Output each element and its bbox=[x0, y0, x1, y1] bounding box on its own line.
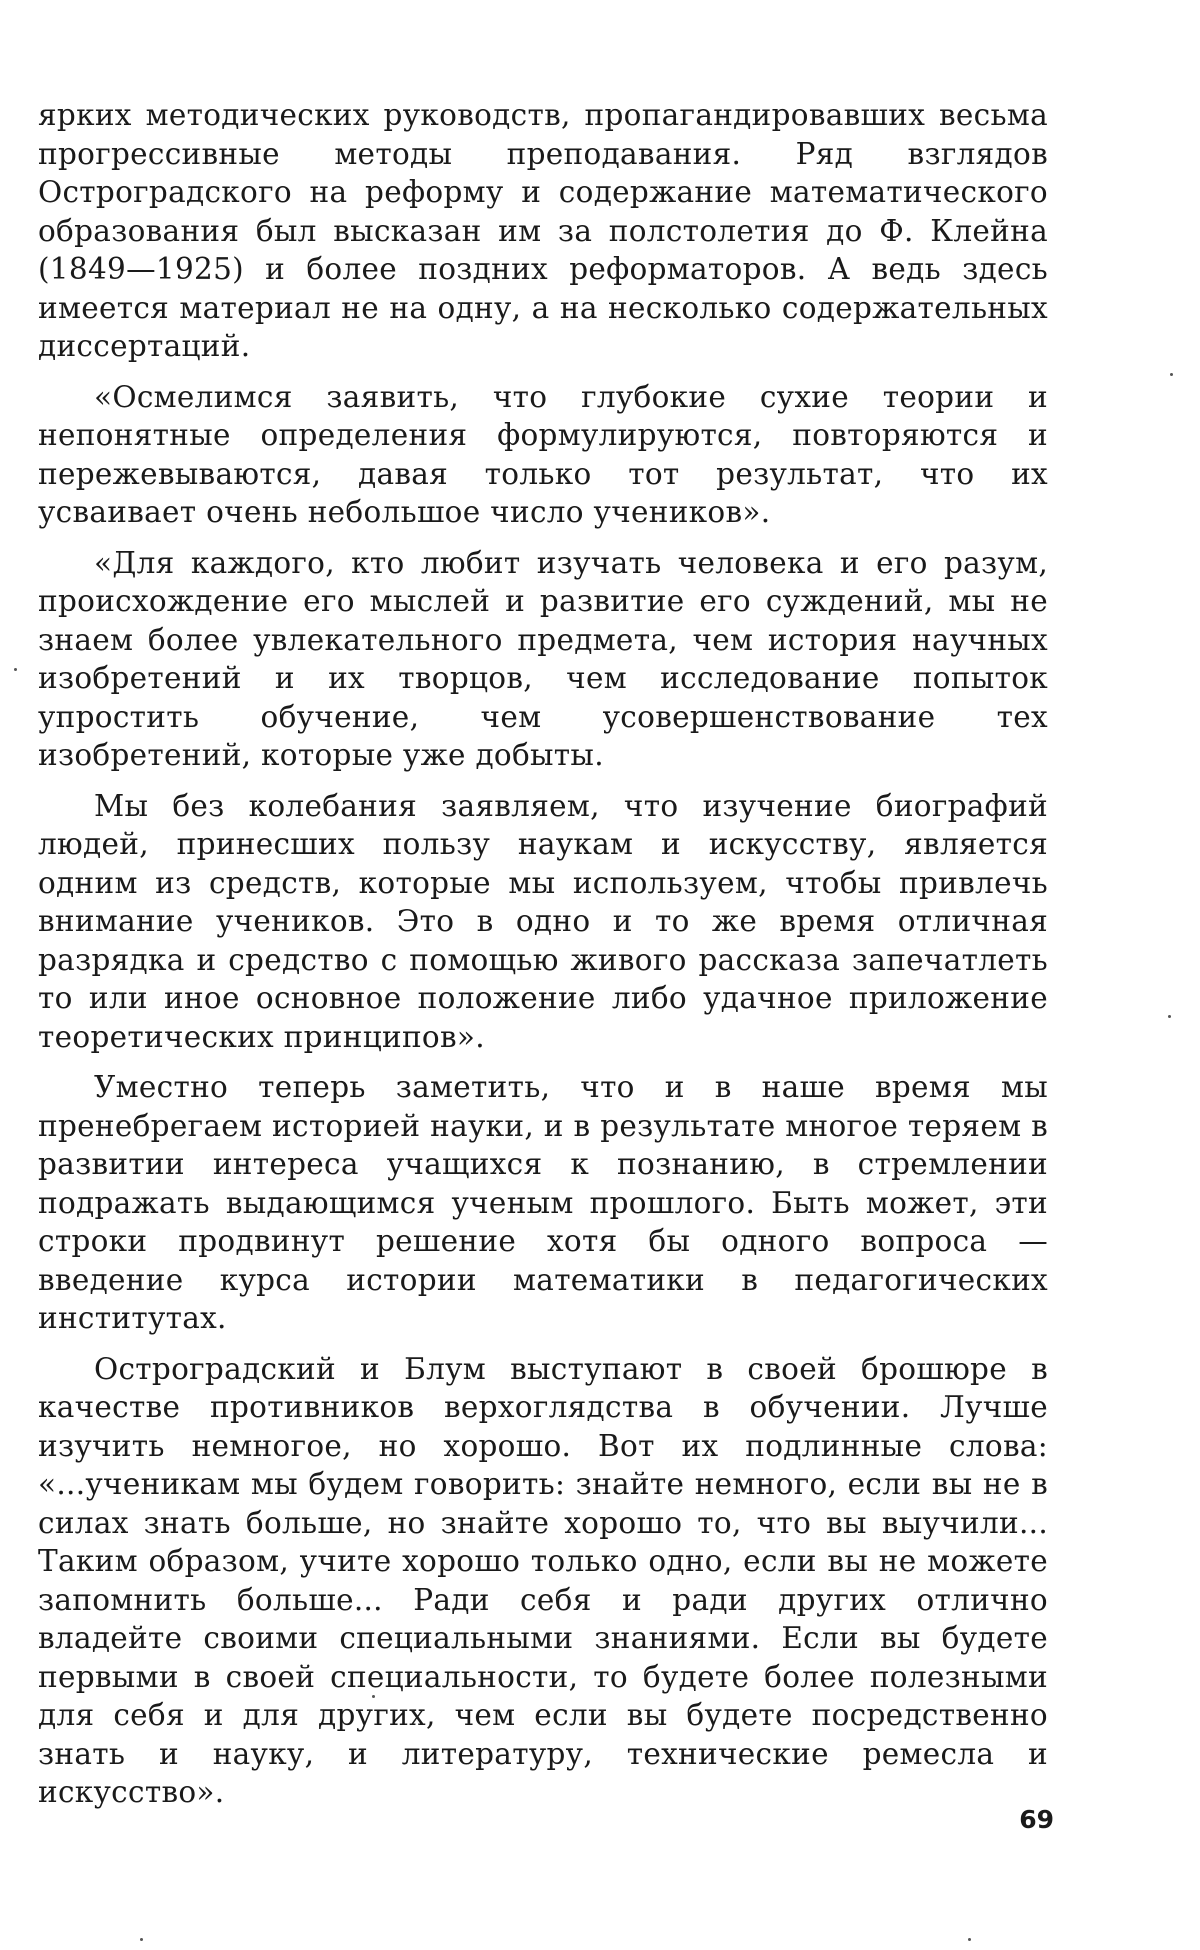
paragraph-5: Уместно теперь заметить, что и в наше время мы пренебрегаем историей науки, и в результате многое теряем в развитии интереса учащихся к познанию, в стремлении подражать выдающимся ученым прошлого. Быть может, эти строки продвинут решение хотя бы одного вопроса — введение курса истории математики в педагогических институтах. bbox=[38, 1070, 1048, 1335]
page-number: 69 bbox=[1019, 1805, 1054, 1834]
scan-speck bbox=[1168, 1015, 1171, 1018]
scan-speck bbox=[968, 1938, 971, 1941]
scan-speck bbox=[14, 668, 17, 671]
paragraph-3: «Для каждого, кто любит изучать человека и его разум, происхождение его мыслей и развитие его суждений, мы не знаем более увлекательного предмета, чем история научных изобретений и их творцов, чем исследование попыток упростить обучение, чем усовершенствование тех изобретений, которые уже добыты. bbox=[38, 545, 1048, 772]
scan-speck bbox=[140, 1938, 143, 1941]
scan-speck bbox=[1170, 373, 1173, 376]
paragraph-1: ярких методических руководств, пропагандировавших весьма прогрессивные методы преподавания. Ряд взглядов Остроградского на реформу и содержание математического образования был высказан им за полстолетия до Ф. Клейна (1849—1925) и более поздних реформаторов. А ведь здесь имеется материал не на одну, а на несколько содержательных диссертаций. bbox=[38, 98, 1048, 363]
paragraph-6: Остроградский и Блум выступают в своей брошюре в качестве противников верхоглядства в обучении. Лучше изучить немногое, но хорошо. Вот их подлинные слова: «...ученикам мы будем говорить: знайте немного, если вы не в силах знать больше, но знайте хорошо то, что вы выучили... Таким образом, учите хорошо только одно, если вы не можете запомнить больше... Ради себя и ради других отлично владейте своими специальными знаниями. Если вы будете первыми в своей специальности, то будете более полезными для себя и для других, чем если вы будете посредственно знать и науку, и литературу, технические ремесла и искусство». bbox=[38, 1351, 1048, 1809]
page-text bbox=[38, 96, 1048, 1824]
scan-speck bbox=[372, 1695, 375, 1698]
paragraph-4: Мы без колебания заявляем, что изучение биографий людей, принесших пользу наукам и искусству, является одним из средств, которые мы используем, чтобы привлечь внимание учеников. Это в одно и то же время отличная разрядка и средство с помощью живого рассказа запечатлеть то или иное основное положение либо удачное приложение теоретических принципов». bbox=[38, 788, 1048, 1054]
paragraph-2: «Осмелимся заявить, что глубокие сухие теории и непонятные определения формулируются, повторяются и пережевываются, давая только тот результат, что их усваивает очень небольшое число учеников». bbox=[38, 379, 1048, 529]
